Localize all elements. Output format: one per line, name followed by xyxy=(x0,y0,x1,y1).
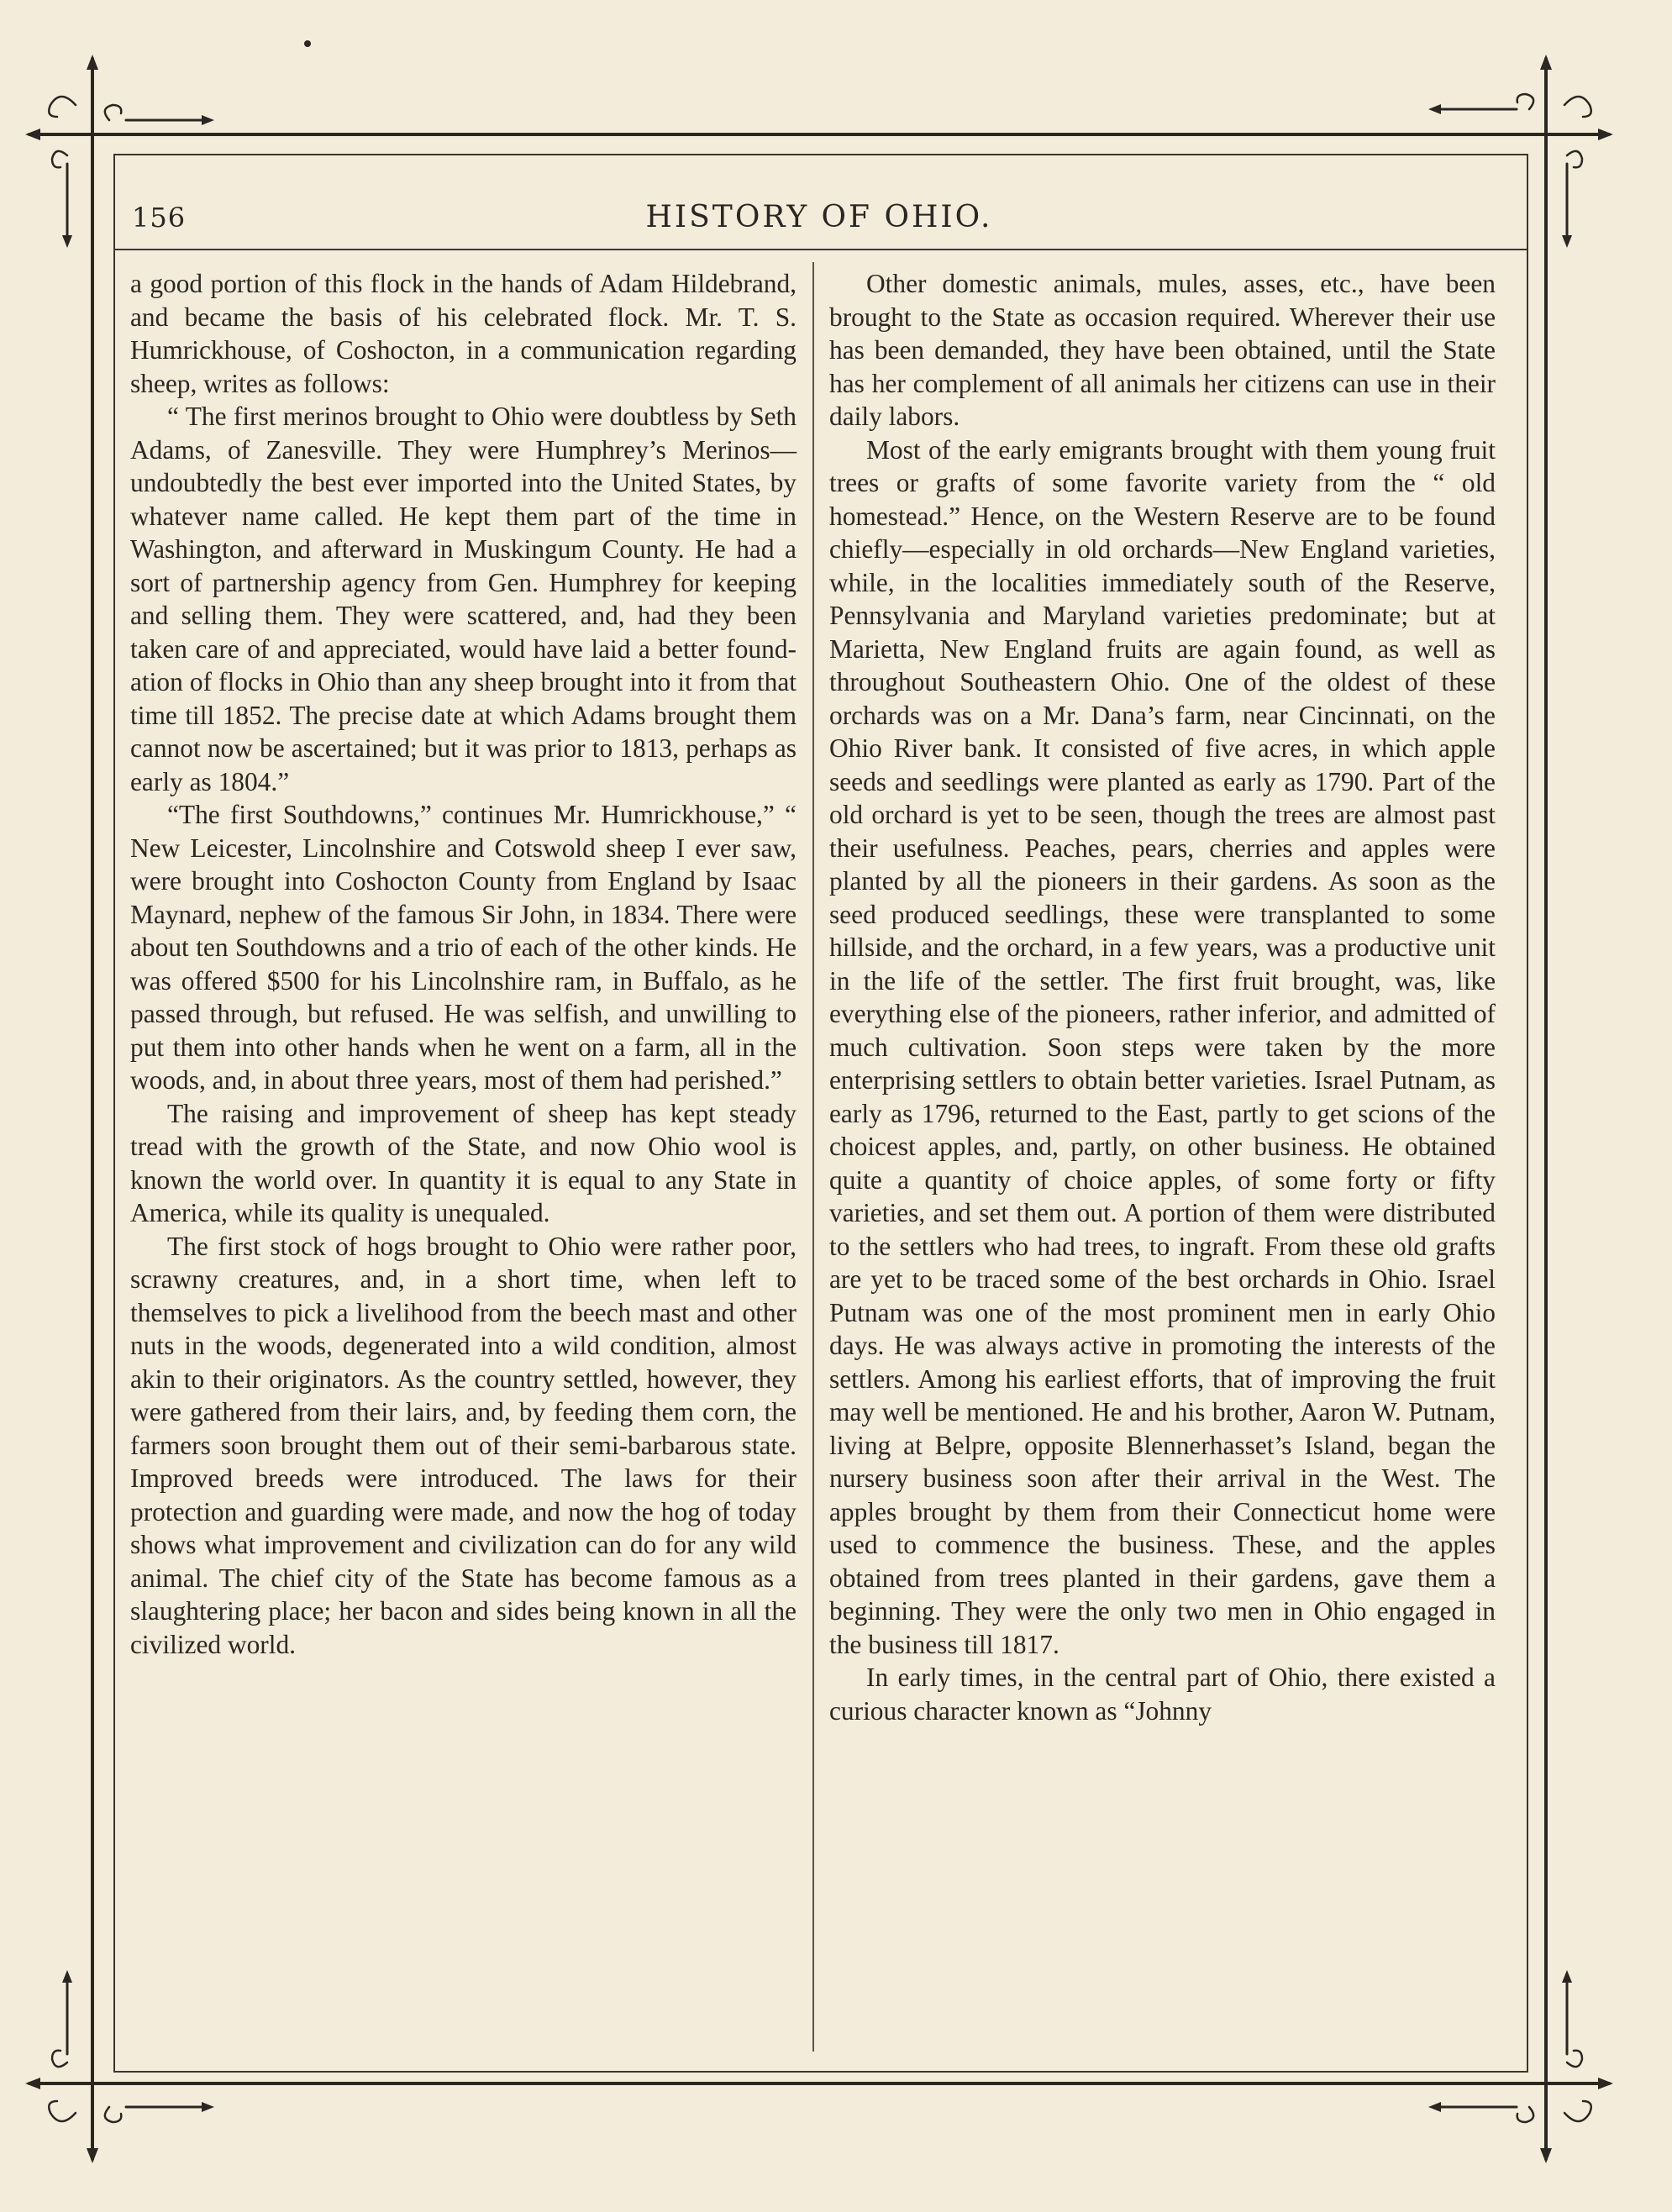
paragraph: a good portion of this flock in the hands of Adam Hildebrand, and became the basis of his celebrated flock. Mr. T. S. Humrickhouse, of Coshocton, in a communication regarding sheep, writes as follows: xyxy=(130,269,797,398)
column-divider xyxy=(812,262,814,2052)
paragraph: In early times, in the central part of Ohio, there existed a curious character known as “Johnny xyxy=(829,1663,1496,1726)
paragraph: Most of the early emigrants brought with them young fruit trees or grafts of some favorite variety from the “ old homestead.” Hence, on the Western Reserve are to be found chiefly—especially in old orchards—New England varieties, while, in the localities immediately south of the Reserve, Pennsylvania and Maryland varieties predominate; but at Marietta, New England fruits are again found, as well as throughout Southeastern Ohio. One of the oldest of these orchards was on a Mr. Dana’s farm, near Cincinnati, on the Ohio River bank. It consisted of five acres, in which apple seeds and seedlings were planted as early as 1790. Part of the old orchard is yet to be seen, though the trees are almost past their usefulness. Peaches, pears, cherries and apples were planted by all the pioneers in their gardens. As soon as the seed produced seedlings, these were transplanted to some hillside, and the orchard, in a few years, was a productive unit in the life of the settler. The first fruit brought, was, like everything else of the pioneers, rather inferior, and admitted of much cultivation. Soon steps were taken by the more enterprising settlers to obtain better varieties. Israel Putnam, as early as 1796, returned to the East, partly to get scions of the choicest apples, and, partly, on other business. He obtained quite a quantity of choice apples, of some forty or fifty varieties, and set them out. A portion of them were distributed to the settlers who had trees, to ingraft. From these old grafts are yet to be traced some of the best orchards in Ohio. Israel Putnam was one of the most prominent men in early Ohio days. He was always active in promoting the interests of the settlers. Among his earliest efforts, that of improving the fruit may well be mentioned. He and his brother, Aaron W. Putnam, living at Belpre, opposite Blennerhasset’s Island, began the nursery business soon after their arrival in the West. The apples brought by them from their Connecticut home were used to commence the business. These, and the apples obtained from trees planted in their gardens, gave them a beginning. They were the only two men in Ohio engaged in the business till 1817. xyxy=(829,434,1496,1659)
header-rule xyxy=(113,249,1528,250)
paragraph: “The first Southdowns,” continues Mr. Humrickhouse,” “ New Leicester, Lincolnshire and Cotswold sheep I ever saw, were brought into Coshocton County from England by Isaac Maynard, nephew of the famous Sir John, in 1834. There were about ten Southdowns and a trio of each of the other kinds. He was offered $500 for his Lincolnshire ram, in Buffalo, as he passed through, but refused. He was selfish, and unwilling to put them into other hands when he went on a farm, all in the woods, and, in about three years, most of them had perished.” xyxy=(130,800,797,1095)
paragraph: The first stock of hogs brought to Ohio were rather poor, scrawny creatures, and, in a short time, when left to themselves to pick a livelihood from the beech mast and other nuts in the woods, degenerated into a wild condition, almost akin to their originators. As the country settled, however, they were gathered from their lairs, and, by feeding them corn, the farmers soon brought them out of their semi-barbarous state. Improved breeds were introduced. The laws for their protection and guarding were made, and now the hog of today shows what improvement and civilization can do for any wild animal. The chief city of the State has become famous as a slaughtering place; her bacon and sides being known in all the civilized world. xyxy=(130,1231,797,1659)
running-head: HISTORY OF OHIO. xyxy=(645,200,993,234)
right-column xyxy=(829,267,1496,1727)
paragraph: “ The first merinos brought to Ohio were doubtless by Seth Adams, of Zanesville. They were Humphrey’s Merinos—undoubtedly the best ever imported into the United States, by whatever name called. He kept them part of the time in Washington, and afterward in Muskingum County. He had a sort of partnership agency from Gen. Humphrey for keeping and selling them. They were scattered, and, had they been taken care of and appreciated, would have laid a better foundation of flocks in Ohio than any sheep brought into it from that time till 1852. The precise date at which Adams brought them cannot now be ascertained; but it was prior to 1813, perhaps as early as 1804.” xyxy=(130,402,797,796)
left-column xyxy=(130,267,797,1661)
paragraph: Other domestic animals, mules, asses, etc., have been brought to the State as occasion required. Wherever their use has been demanded, they have been obtained, until the State has her complement of all animals her citizens can use in their daily labors. xyxy=(829,269,1496,431)
page-header xyxy=(113,187,1525,252)
paragraph: The raising and improvement of sheep has kept steady tread with the growth of the State, and now Ohio wool is known the world over. In quantity it is equal to any State in America, while its quality is unequaled. xyxy=(130,1098,797,1227)
page-number: 156 xyxy=(132,202,187,234)
